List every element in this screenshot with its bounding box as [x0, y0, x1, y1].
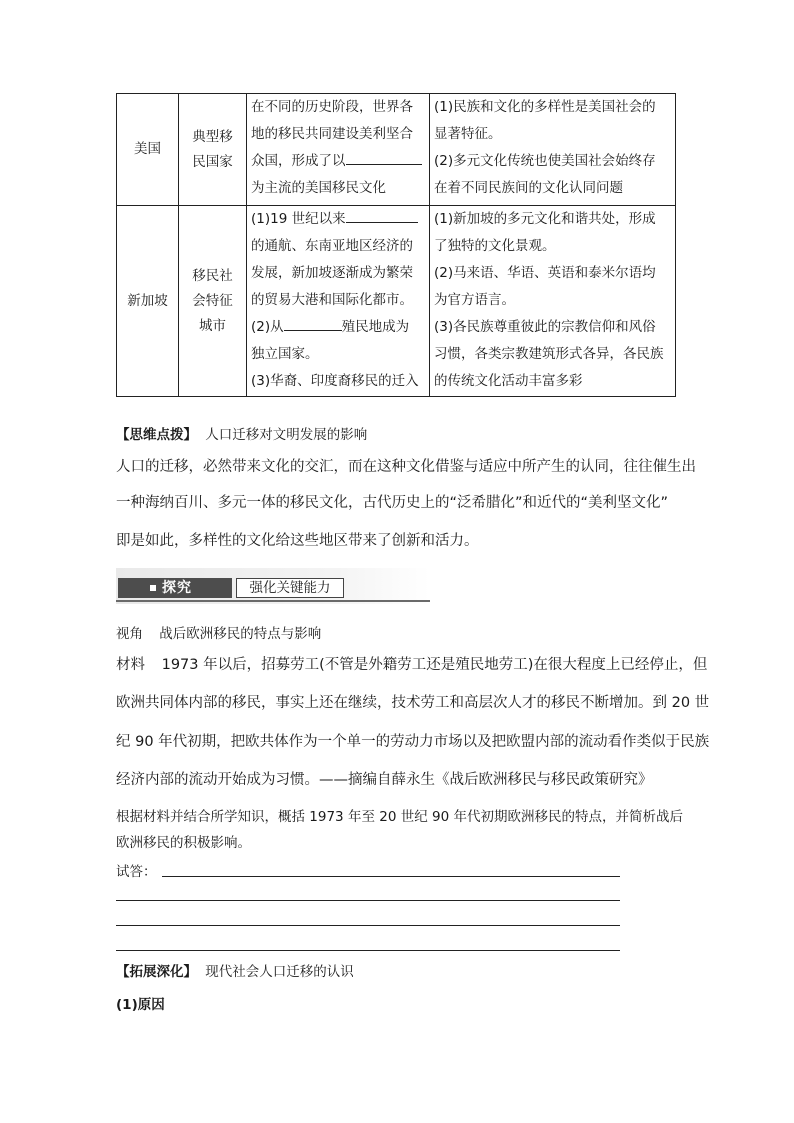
banner-title: 探究: [162, 580, 192, 596]
type-cell: 典型移 民国家: [179, 94, 247, 205]
extension-item: (1)原因: [116, 997, 165, 1013]
perspective-heading: 视角 战后欧洲移民的特点与影响: [116, 626, 322, 642]
banner-subtitle: 强化关键能力: [236, 578, 344, 598]
tip-heading: 【思维点拨】 人口迁移对文明发展的影响: [116, 427, 368, 443]
country-cell: 美国: [117, 94, 179, 205]
answer-line[interactable]: [116, 900, 620, 901]
question-line-2: 欧洲移民的积极影响。: [116, 835, 251, 851]
fill-blank[interactable]: [284, 315, 342, 331]
answer-line[interactable]: [162, 876, 620, 877]
material-line-4: 经济内部的流动开始成为习惯。——摘编自薛永生《战后欧洲移民与移民政策研究》: [116, 772, 653, 788]
background-cell: (1)19 世纪以来 的通航、东南亚地区经济的 发展，新加坡逐渐成为繁荣 的贸易大港和国际化都市。 (2)从 殖民地成为 独立国家。 (3)华裔、印度裔移民的迁入: [247, 206, 430, 396]
features-cell: (1)民族和文化的多样性是美国社会的 显著特征。 (2)多元文化传统也使美国社会始终存 在着不同民族间的文化认同问题: [434, 99, 656, 196]
square-bullet-icon: [150, 585, 156, 591]
material-line-2: 欧洲共同体内部的移民，事实上还在继续，技术劳工和高层次人才的移民不断增加。到 20 世: [116, 695, 710, 711]
fill-blank[interactable]: [346, 149, 422, 165]
migration-table: [116, 93, 676, 397]
fill-blank[interactable]: [346, 207, 418, 223]
type-cell: 移民社 会特征 城市: [179, 206, 247, 396]
background-cell: 在不同的历史阶段，世界各 地的移民共同建设美利坚合 众国，形成了以 为主流的美国移民文化: [247, 94, 430, 205]
extension-heading: 【拓展深化】 现代社会人口迁移的认识: [116, 964, 354, 980]
table-row: [117, 206, 675, 396]
answer-line[interactable]: [116, 950, 620, 951]
features-cell: (1)新加坡的多元文化和谐共处，形成 了独特的文化景观。 (2)马来语、华语、英语和泰米尔语均 为官方语言。 (3)各民族尊重彼此的宗教信仰和风俗 习惯，各类宗教建筑形式各异，各民族 的传统文化活动丰富多彩: [434, 211, 664, 389]
material-line-3: 纪 90 年代初期，把欧共体作为一个单一的劳动力市场以及把欧盟内部的流动看作类似于民族: [116, 734, 710, 750]
banner-divider: [116, 600, 430, 602]
answer-line[interactable]: [116, 925, 620, 926]
table-row: [117, 94, 675, 206]
question-line-1: 根据材料并结合所学知识，概括 1973 年至 20 世纪 90 年代初期欧洲移民的特点，并简析战后: [116, 809, 683, 825]
material-line-1: 材料 1973 年以后，招募劳工(不管是外籍劳工还是殖民地劳工)在很大程度上已经停止，但: [116, 657, 708, 673]
country-cell: 新加坡: [117, 206, 179, 396]
answer-label: 试答：: [116, 864, 157, 880]
